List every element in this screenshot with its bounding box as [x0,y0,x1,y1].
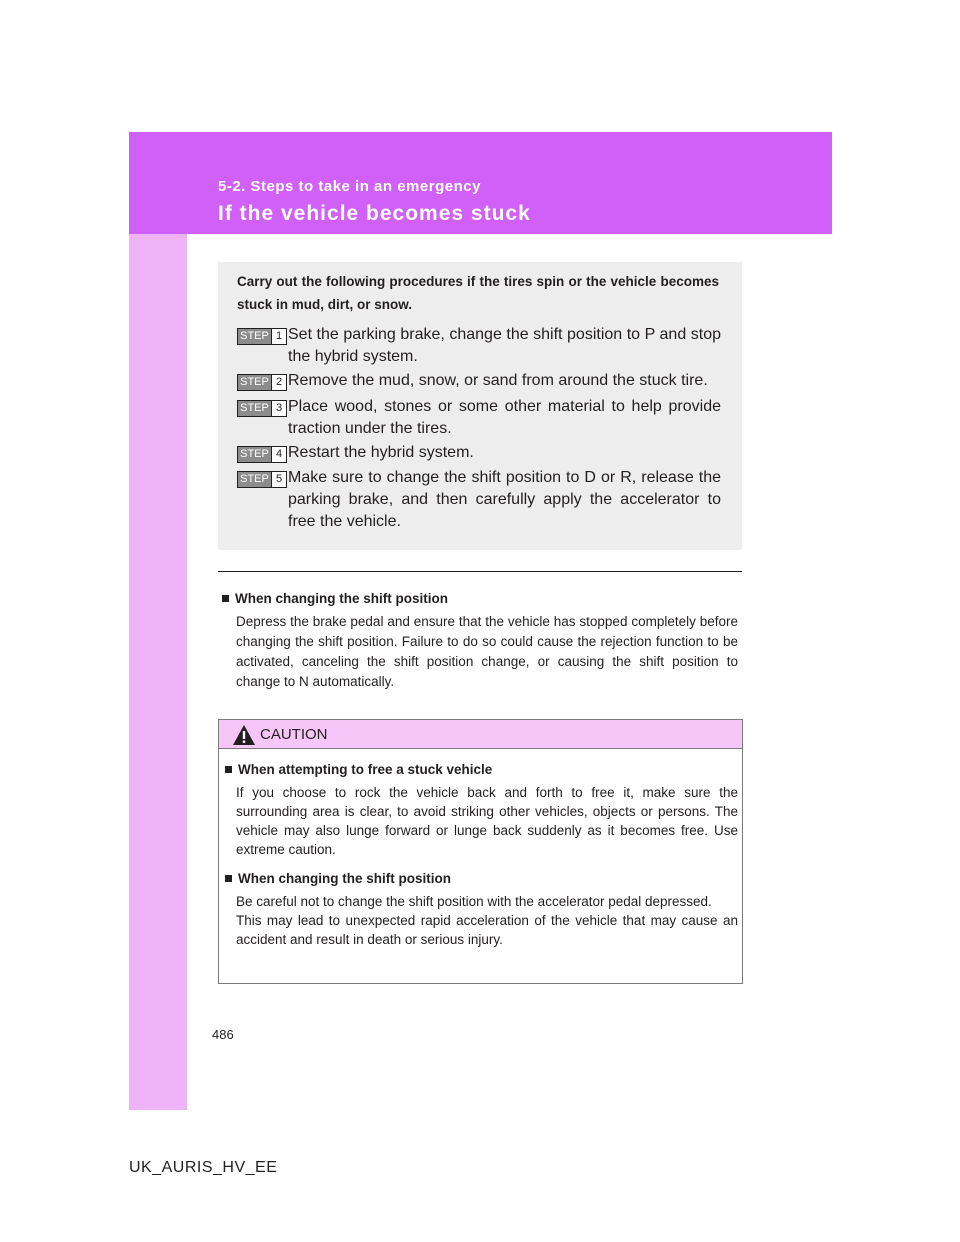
warning-triangle-icon [232,724,256,746]
step-text: Place wood, stones or some other material to help provide traction under the tires. [288,398,721,437]
caution-header [219,720,742,749]
page-number: 486 [212,1027,234,1042]
procedure-box [218,262,742,550]
note-heading: When changing the shift position [222,591,738,606]
step-badge: STEP 1 [237,328,287,345]
step-text: Restart the hybrid system. [288,444,474,461]
caution-label: CAUTION [260,726,328,743]
caution-item-heading: When changing the shift position [225,871,738,886]
caution-item-text: Be careful not to change the shift position with the accelerator pedal depressed. [236,894,712,909]
bullet-square-icon [225,766,232,773]
step-badge: STEP 2 [237,374,287,391]
step-item [237,396,721,440]
info-note [222,591,738,692]
step-text: Remove the mud, snow, or sand from around the stuck tire. [288,372,708,389]
procedure-intro: Carry out the following procedures if the tires spin or the vehicle becomes stuck in mud, dirt, or snow. [237,274,719,312]
step-item [237,324,721,368]
caution-box [218,719,743,984]
section-label: 5-2. Steps to take in an emergency [218,178,481,195]
bullet-square-icon [222,595,229,602]
page-title: If the vehicle becomes stuck [218,202,531,225]
divider [218,571,742,572]
step-text: Make sure to change the shift position to D or R, release the parking brake, and then carefully apply the accelerator to free the vehicle. [288,469,721,530]
step-badge: STEP 5 [237,471,287,488]
step-item [237,370,721,392]
caution-body [219,749,742,949]
chapter-header [129,132,832,234]
note-body: Depress the brake pedal and ensure that the vehicle has stopped completely before changing the shift position. Failure to do so could cause the rejection function to be activated, canceling the shift position change, or causing the shift position to change to N automatically. [236,614,738,689]
step-item [237,442,721,464]
document-code: UK_AURIS_HV_EE [129,1159,278,1176]
caution-item-text: If you choose to rock the vehicle back and forth to free it, make sure the surrounding area is clear, to avoid striking other vehicles, objects or persons. The vehicle may also lunge forward or lunge back suddenly as it becomes free. Use extreme caution. [236,785,738,857]
caution-item-heading: When attempting to free a stuck vehicle [225,762,738,777]
caution-item-text: This may lead to unexpected rapid acceleration of the vehicle that may cause an accident and result in death or serious injury. [236,913,738,947]
step-text: Set the parking brake, change the shift position to P and stop the hybrid system. [288,326,721,365]
step-badge: STEP 3 [237,400,287,417]
step-item [237,467,721,533]
side-strip [129,132,187,1110]
bullet-square-icon [225,875,232,882]
step-badge: STEP 4 [237,446,287,463]
